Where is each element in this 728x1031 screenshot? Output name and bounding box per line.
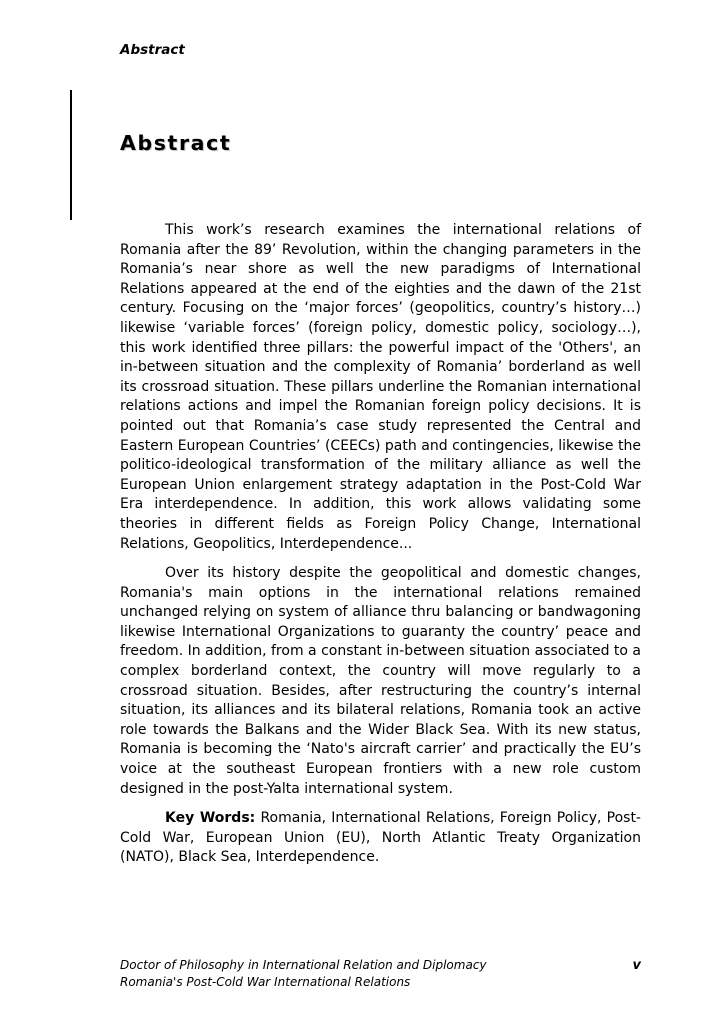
- abstract-body: [120, 221, 641, 878]
- running-head: Abstract: [120, 42, 185, 58]
- keywords-text: Romania, International Relations, Foreign Policy, Post-Cold War, European Union (EU), North Atlantic Treaty Organization (NATO), Black Sea, Interdependence.: [120, 810, 641, 866]
- page-number: v: [632, 958, 641, 973]
- margin-rule: [70, 90, 72, 220]
- footer-degree: Doctor of Philosophy in International Relation and Diplomacy: [120, 958, 487, 972]
- page-footer: [120, 957, 641, 991]
- footer-thesis-title: Romania's Post-Cold War International Relations: [120, 975, 411, 989]
- keywords-label: Key Words:: [165, 810, 256, 827]
- keywords-paragraph: [120, 809, 641, 868]
- page-title: Abstract: [120, 131, 232, 155]
- abstract-paragraph-1: This work’s research examines the international relations of Romania after the 89’ Revolution, within the changing parameters in the Romania’s near shore as well the new paradigms of International Relations appeared at the end of the eighties and the dawn of the 21st century. Focusing on the ‘major forces’ (geopolitics, country’s history…) likewise ‘variable forces’ (foreign policy, domestic policy, sociology…), this work identified three pillars: the powerful impact of the 'Others', an in-between situation and the complexity of Romania’ borderland as well its crossroad situation. These pillars underline the Romanian international relations actions and impel the Romanian foreign policy decisions. It is pointed out that Romania’s case study represented the Central and Eastern European Countries’ (CEECs) path and contingencies, likewise the politico-ideological transformation of the military alliance as well the European Union enlargement strategy adaptation in the Post-Cold War Era interdependence. In addition, this work allows validating some theories in different fields as Foreign Policy Change, International Relations, Geopolitics, Interdependence...: [120, 222, 641, 552]
- abstract-paragraph-2: Over its history despite the geopolitical and domestic changes, Romania's main options in the international relations remained unchanged relying on system of alliance thru balancing or bandwagoning likewise International Organizations to guaranty the country’ peace and freedom. In addition, from a constant in-between situation associated to a complex borderland context, the country will move regularly to a crossroad situation. Besides, after restructuring the country’s internal situation, its alliances and its bilateral relations, Romania took an active role towards the Balkans and the Wider Black Sea. With its new status, Romania is becoming the ‘Nato's aircraft carrier’ and practically the EU’s voice at the southeast European frontiers with a new role custom designed in the post-Yalta international system.: [120, 565, 641, 797]
